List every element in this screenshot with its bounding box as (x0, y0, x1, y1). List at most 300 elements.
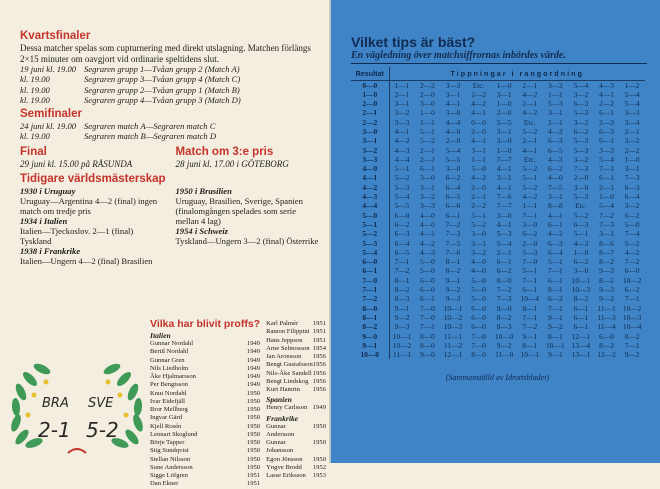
tip-cell: 5—3 (547, 99, 563, 109)
pro-year: 1951 (312, 336, 326, 344)
pro-name: Lasse Eriksson (266, 472, 306, 479)
tip-cell: 7—1 (624, 294, 640, 304)
pro-name: Lennart Skoglund (150, 430, 198, 438)
tip-cell: 6—3 (573, 219, 589, 229)
tip-cell: 8—1 (547, 285, 563, 295)
tips-row (351, 99, 645, 108)
tip-cell: 10—1 (571, 275, 591, 285)
tips-row (351, 90, 645, 99)
tip-cell: 2—0 (471, 182, 486, 192)
tip-cell: 6—3 (624, 182, 640, 192)
tip-cell: 3—2 (394, 108, 410, 118)
pros-list-italien-cont (266, 320, 326, 394)
tip-cell: 1—0 (496, 99, 512, 109)
tip-cell: 7—1 (547, 266, 563, 276)
pro-year: 1950 (246, 455, 261, 463)
tip-cell: 3—3 (394, 117, 410, 127)
tip-cell: 7—7 (496, 154, 512, 164)
pros-col1-head: Italien (150, 331, 171, 340)
pro-name: Bengt Lindskog (266, 377, 309, 385)
history-left (20, 186, 166, 266)
tip-cell: 11—1 (443, 331, 463, 341)
tip-cell: 6—0 (471, 312, 486, 322)
tip-cell: 3—2 (624, 136, 640, 146)
tip-cell: 5—0 (471, 164, 486, 174)
tip-cell: 6—2 (522, 229, 538, 239)
tip-cell: 1—1 (420, 117, 435, 127)
right-footer: (Sammanställd av Idrottsbladet) (445, 373, 550, 383)
pro-player (150, 398, 260, 406)
tip-cell: 4—2 (420, 238, 435, 248)
schedule-date: kl. 19.00 (20, 84, 50, 95)
tip-cell: 4—2 (522, 192, 538, 202)
tip-cell: 10—2 (622, 303, 642, 313)
tip-cell: 3—2 (624, 201, 640, 211)
pros-col2-head2: Spanien (266, 395, 292, 405)
tip-cell: 4—1 (420, 229, 435, 239)
tip-cell: 11—2 (443, 340, 463, 350)
tip-cell: 5—1 (573, 229, 589, 239)
tip-cell: 7—0 (420, 303, 435, 313)
tip-cell: 10—3 (571, 285, 591, 295)
pro-player (150, 447, 260, 455)
tip-cell: 3—0 (573, 182, 589, 192)
result-cell: 3—3 (351, 155, 389, 164)
tips-row (351, 322, 645, 331)
history-year: 1930 i Uruguay (20, 186, 76, 196)
tip-cell: 6—2 (573, 126, 589, 136)
result-cell: 5—0 (351, 211, 389, 220)
tip-cell: 4—0 (420, 210, 435, 220)
schedule-date: 24 juni kl. 19.00 (20, 121, 77, 131)
tip-cell: 3—1 (496, 126, 512, 136)
tips-row (351, 239, 645, 248)
pro-year: 1949 (312, 404, 326, 412)
tip-cell: 5—3 (496, 229, 512, 239)
pro-year: 1950 (246, 414, 261, 422)
tip-cell: Etc. (472, 80, 485, 90)
tip-cell: 4—0 (420, 219, 435, 229)
tip-cell: 8—2 (599, 257, 614, 267)
tip-cell: 7—2 (599, 210, 614, 220)
schedule-date: 19 juni kl. 19.00 (20, 64, 77, 75)
pro-name: Sigge Löfgren (150, 472, 188, 479)
tip-cell: 4—2 (471, 99, 486, 109)
pro-year: 1950 (246, 406, 261, 413)
pro-player (266, 386, 326, 394)
hand-bra: BRA (42, 396, 69, 411)
tip-cell: 5—1 (420, 126, 435, 136)
tip-cell: 5—1 (394, 164, 410, 174)
tip-cell: 8—2 (599, 275, 614, 285)
tip-cell: 7—3 (573, 164, 589, 174)
tip-cell: 6—5 (547, 145, 563, 155)
pro-name: Gunnar Gren (150, 356, 185, 364)
tip-cell: 4—2 (522, 108, 538, 118)
tip-cell: 3—0 (445, 164, 461, 174)
tip-cell: 7—0 (471, 340, 486, 350)
pro-name: Hans Jeppson (266, 336, 303, 344)
tip-cell: 5—3 (573, 145, 589, 155)
pro-name: Kurt Hamrin (266, 386, 300, 393)
schedule-row (20, 64, 321, 74)
tips-row (351, 183, 645, 192)
pro-name: Knut Nordahl (150, 389, 187, 397)
pro-name: Gunnar Nordahl (150, 340, 194, 347)
tips-row (351, 201, 645, 210)
tip-cell: 9—2 (445, 285, 461, 295)
tip-cell: 2—1 (394, 89, 410, 99)
result-cell: 0—0 (351, 80, 389, 90)
tip-cell: 3—1 (394, 99, 410, 109)
tip-cell: 5—3 (573, 108, 589, 118)
tip-cell: 7—7 (496, 201, 512, 211)
schedule-match: Segraren match A—Segraren match C (84, 121, 216, 131)
tip-cell: 7—0 (420, 312, 435, 322)
third-title: Match om 3:e pris (175, 146, 274, 159)
result-cell: 4—1 (351, 173, 389, 182)
pro-year: 1949 (246, 340, 261, 347)
tips-row (351, 276, 645, 285)
tip-cell: 6—4 (624, 192, 640, 202)
pro-player (150, 480, 260, 488)
tip-cell: 5—0 (471, 294, 486, 304)
tip-cell: 2—0 (522, 238, 538, 248)
tip-cell: 9—3 (394, 322, 410, 332)
tip-cell: 5—4 (624, 99, 640, 109)
pro-year: 1950 (246, 439, 261, 446)
tip-cell: 6—0 (420, 285, 435, 295)
final-title: Final (20, 146, 47, 159)
semi-schedule (20, 121, 321, 141)
result-cell: 5—1 (351, 220, 389, 229)
tip-cell: 4—0 (547, 173, 563, 183)
tip-cell: 10—0 (494, 331, 514, 341)
tip-cell: 5—3 (573, 136, 589, 146)
tip-cell: 6—3 (573, 99, 589, 109)
tips-row (351, 285, 645, 294)
tip-cell: 3—0 (496, 210, 512, 220)
tip-cell: 3—2 (573, 154, 589, 164)
pro-player (266, 456, 326, 464)
kvart-schedule (20, 64, 321, 105)
pro-year: 1951 (246, 480, 261, 488)
kvart-text: Dessa matcher spelas som cupturnering med direkt utslagning. Matchen förlängs 2×15 minuter om oavgjort vid ordinarie speltidens slut. (20, 43, 311, 64)
pro-player (266, 320, 326, 328)
tip-cell: 2—0 (573, 173, 589, 183)
tip-cell: 6—1 (420, 294, 435, 304)
pros-list-italien (150, 340, 260, 489)
tips-row (351, 248, 645, 257)
result-cell: 5—2 (351, 229, 389, 238)
tip-cell: 1—0 (496, 145, 512, 155)
divider (351, 63, 647, 64)
pro-name: Åke Hjalmarsson (150, 373, 196, 380)
history-title: Tidigare världsmästerskap (20, 173, 166, 185)
tip-cell: 3—2 (573, 89, 589, 99)
tip-cell: 7—3 (599, 219, 614, 229)
result-cell: 2—2 (351, 118, 389, 127)
tip-cell: 6—4 (394, 238, 410, 248)
pro-player (150, 365, 260, 373)
tip-cell: 7—1 (522, 312, 538, 322)
tip-cell: 1—1 (547, 89, 563, 99)
tip-cell: 5—4 (445, 145, 461, 155)
tip-cell: 8—1 (522, 340, 538, 350)
tip-cell: 13—1 (571, 350, 591, 360)
pro-year: 1951 (312, 320, 326, 327)
tip-cell: 8—3 (496, 322, 512, 332)
tip-cell: 2—3 (599, 117, 614, 127)
pro-player (150, 423, 260, 431)
result-cell: 2—1 (351, 108, 389, 117)
tip-cell: 3—0 (496, 136, 512, 146)
tip-cell: 3—1 (599, 229, 614, 239)
schedule-row (20, 74, 321, 84)
schedule-row (20, 85, 321, 95)
tip-cell: 6—2 (624, 285, 640, 295)
tip-cell: 10—4 (520, 294, 539, 304)
tip-cell: 4—2 (547, 126, 563, 136)
pro-player (266, 472, 326, 480)
pro-year: 1949 (246, 356, 261, 364)
pro-name: Nils Liedholm (150, 364, 189, 372)
kvart-title: Kvartsfinaler (20, 30, 91, 42)
tip-cell: 6—2 (547, 294, 563, 304)
tip-cell: 10—3 (443, 322, 463, 332)
tip-cell: 6—2 (547, 164, 563, 174)
tip-cell: 6—1 (573, 303, 589, 313)
tip-cell: 9—2 (547, 322, 563, 332)
tip-cell: 6—5 (394, 247, 410, 257)
hand-score-1: 2-1 (38, 418, 71, 442)
schedule-match: Segraren grupp 3—Tvåan grupp 4 (Match C) (84, 74, 241, 85)
tip-cell: 3—0 (420, 99, 435, 109)
schedule-match: Segraren match B—Segraren match D (84, 131, 217, 142)
tip-cell: 2—1 (496, 247, 512, 257)
tip-cell: 7—1 (624, 340, 640, 350)
tip-cell: 5—2 (522, 164, 538, 174)
result-cell: 3—1 (351, 136, 389, 145)
tip-cell: 2—1 (624, 126, 640, 136)
pro-player (266, 353, 326, 361)
tip-cell: 6—3 (547, 238, 563, 248)
tip-cell: 4—3 (394, 145, 410, 155)
tip-cell: 7—4 (624, 229, 640, 239)
result-cell: 3—2 (351, 146, 389, 155)
pro-year: 1950 (246, 447, 261, 455)
pros-section (150, 318, 326, 489)
tip-cell: 5—4 (573, 80, 589, 90)
tip-cell: 7—5 (547, 182, 563, 192)
pro-player (150, 381, 260, 389)
tip-cell: 4—3 (420, 247, 435, 257)
pro-player (266, 337, 326, 345)
tip-cell: 4—1 (496, 182, 512, 192)
tip-cell: 10—1 (392, 331, 412, 341)
tip-cell: 1—0 (624, 154, 640, 164)
tip-cell: 2—0 (420, 89, 435, 99)
tip-cell: 9—1 (547, 350, 563, 360)
tip-cell: 2—2 (420, 154, 435, 164)
tip-cell: 6—5 (445, 192, 461, 202)
tip-cell: 12—1 (443, 350, 463, 360)
tip-cell: 6—0 (599, 331, 614, 341)
tip-cell: 10—1 (443, 303, 463, 313)
pro-name: Stellan Nilsson (150, 455, 191, 463)
tip-cell: 6—3 (599, 126, 614, 136)
tip-cell: 6—0 (624, 266, 640, 276)
tip-cell: 7—1 (394, 257, 410, 267)
laurel-wreath-image (8, 345, 148, 457)
tip-cell: 4—1 (496, 219, 512, 229)
tip-cell: 9—1 (445, 275, 461, 285)
tips-row (351, 313, 645, 322)
tip-cell: 4—0 (445, 126, 461, 136)
tip-cell: 6—1 (496, 257, 512, 267)
pro-player (150, 406, 260, 414)
tip-cell: 3—4 (624, 117, 640, 127)
tips-row (351, 192, 645, 201)
pro-name: Per Bengtsson (150, 381, 188, 389)
tip-cell: 5—3 (522, 247, 538, 257)
tip-cell: 5—5 (496, 117, 512, 127)
pros-title: Vilka har blivit proffs? (150, 318, 261, 330)
result-cell: 4—3 (351, 192, 389, 201)
result-cell: 7—0 (351, 276, 389, 285)
tip-cell: 6—1 (547, 275, 563, 285)
tip-cell: 5—2 (522, 126, 538, 136)
tip-cell: 11—4 (597, 322, 616, 332)
pro-year: 1950 (246, 430, 261, 438)
tip-cell: 10—2 (392, 340, 412, 350)
tip-cell: 12—1 (571, 331, 591, 341)
tip-cell: 4—4 (394, 154, 410, 164)
tip-cell: 13—4 (571, 340, 591, 350)
tip-cell: 8—1 (394, 275, 410, 285)
tip-cell: 5—5 (394, 201, 410, 211)
tip-cell: 12—2 (597, 350, 616, 360)
tip-cell: 4—3 (547, 154, 563, 164)
pro-year: 1951 (246, 472, 261, 479)
third-text: 28 juni kl. 17.00 i GÖTEBORG (175, 159, 289, 170)
right-page (331, 0, 660, 463)
tip-cell: 6—1 (445, 210, 461, 220)
tip-cell: 7—2 (445, 219, 461, 229)
tip-cell: 6—0 (420, 275, 435, 285)
tip-cell: 10—1 (520, 350, 539, 360)
tip-cell: 3—0 (445, 108, 461, 118)
tip-cell: 9—2 (496, 340, 512, 350)
tip-cell: 6—4 (445, 182, 461, 192)
hand-score-2: 5-2 (86, 418, 119, 442)
tip-cell: 1—0 (599, 192, 614, 202)
pro-player (266, 361, 326, 369)
pros-list-frankrike (266, 423, 326, 481)
tip-cell: 6—0 (471, 322, 486, 332)
tips-row (351, 332, 645, 341)
tip-cell: 4—4 (445, 117, 461, 127)
result-cell: 8—1 (351, 313, 389, 322)
pro-name: Kjell Rosén (150, 422, 182, 430)
tip-cell: 3—1 (624, 164, 640, 174)
history-result: Uruguay, Brasilien, Sverige, Spanien (finalomgången spelades som serie mellan 4 lag) (175, 196, 303, 226)
pro-player (266, 378, 326, 386)
tip-cell: 11—3 (597, 312, 616, 322)
pro-name: Bertil Nordahl (150, 348, 189, 356)
tip-cell: 7—0 (471, 331, 486, 341)
pro-player (266, 423, 326, 440)
tip-cell: 2—1 (522, 136, 538, 146)
tips-row (351, 80, 645, 90)
pro-player (150, 472, 260, 480)
tip-cell: 5—2 (394, 173, 410, 183)
tip-cell: 6—0 (471, 303, 486, 313)
tip-cell: 5—4 (599, 154, 614, 164)
schedule-match: Segraren grupp 2—Tvåan grupp 1 (Match B) (84, 84, 240, 95)
tip-cell: 4—3 (599, 80, 614, 90)
tip-cell: 10—1 (546, 340, 565, 350)
tip-cell: 6—3 (547, 136, 563, 146)
result-cell: 3—0 (351, 127, 389, 136)
tips-row (351, 229, 645, 238)
pro-player (150, 464, 260, 472)
tip-cell: 7—2 (496, 285, 512, 295)
tip-cell: 7—3 (496, 294, 512, 304)
tips-row (351, 266, 645, 275)
tip-cell: 4—0 (471, 266, 486, 276)
tip-cell: 9—1 (522, 331, 538, 341)
tip-cell: 3—0 (522, 219, 538, 229)
tip-cell: 6—1 (420, 164, 435, 174)
tips-row (351, 304, 645, 313)
tip-cell: 3—2 (573, 117, 589, 127)
pro-name: Henry Carlsson (266, 404, 308, 412)
result-cell: 7—2 (351, 294, 389, 303)
tip-cell: 2—1 (522, 80, 538, 90)
tip-cell: 7—3 (445, 229, 461, 239)
tip-cell: 5—4 (496, 238, 512, 248)
pro-player (150, 373, 260, 381)
tip-cell: 9—3 (445, 294, 461, 304)
pro-name: Ingvar Gärd (150, 414, 183, 422)
tip-cell: 8—2 (599, 340, 614, 350)
pro-year: 1952 (312, 463, 326, 471)
tip-cell: 6—1 (573, 312, 589, 322)
tips-row (351, 155, 645, 164)
tip-cell: 5—4 (624, 89, 640, 99)
tip-cell: 5—1 (547, 257, 563, 267)
tip-cell: 2—1 (599, 182, 614, 192)
tip-cell: 6—1 (599, 108, 614, 118)
tip-cell: 6—1 (547, 219, 563, 229)
tip-cell: 5—2 (420, 136, 435, 146)
tip-cell: 9—3 (599, 285, 614, 295)
pro-name: Gunnar Andersson (266, 422, 295, 438)
pro-year: 1949 (246, 364, 261, 372)
tip-cell: 7—1 (599, 164, 614, 174)
pro-year: 1950 (246, 422, 261, 430)
tip-cell: 3—1 (496, 173, 512, 183)
tip-cell: 0—0 (471, 117, 486, 127)
tip-cell: 7—1 (522, 210, 538, 220)
history-result: Uruguay—Argentina 4—2 (final) ingen match om tredje pris (20, 196, 158, 216)
tip-cell: 2—2 (599, 99, 614, 109)
pro-player (266, 404, 326, 412)
tips-row (351, 118, 645, 127)
tip-cell: 5—3 (394, 182, 410, 192)
pro-name: Börje Tapper (150, 439, 185, 446)
